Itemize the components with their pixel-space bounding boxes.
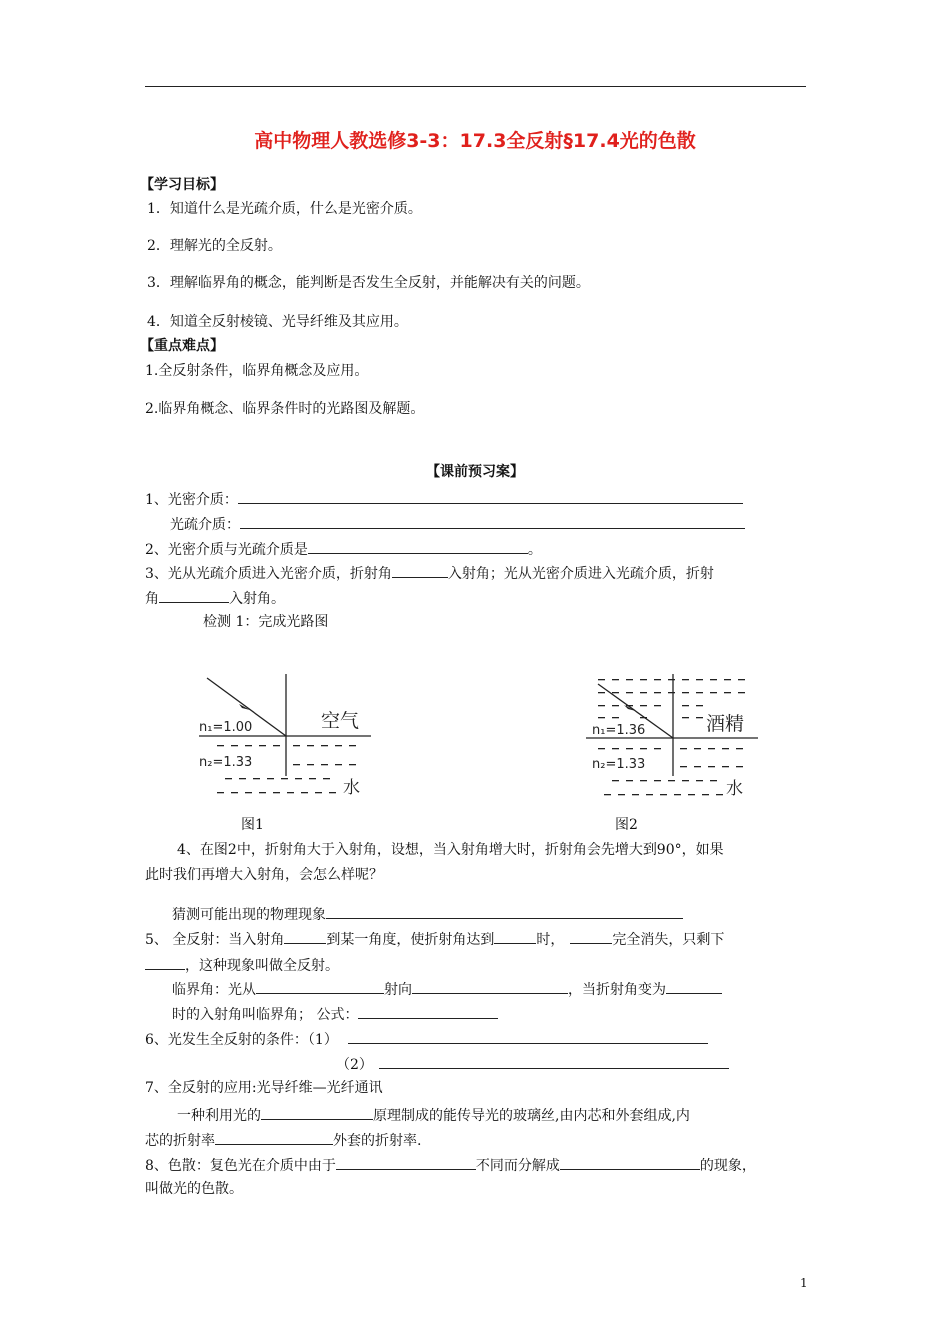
answer-blank[interactable]: [336, 1155, 476, 1170]
header-rule: [145, 86, 806, 87]
critical-angle-line2: [172, 1004, 498, 1024]
q8-text-c: 的现象，: [699, 1158, 756, 1174]
guess-label: 猜测可能出现的物理现象: [172, 907, 326, 923]
answer-blank[interactable]: [240, 514, 745, 529]
fig1-bottom-medium: 水: [343, 778, 360, 798]
answer-blank[interactable]: [570, 929, 612, 944]
q7-line3: [145, 1130, 421, 1150]
objectives-heading: 【学习目标】: [140, 177, 224, 193]
q6-text: 6、光发生全反射的条件：（1）: [145, 1032, 338, 1048]
q7-text-c: 芯的折射率: [145, 1133, 215, 1149]
q3-line1: [145, 563, 714, 583]
answer-blank[interactable]: [494, 929, 536, 944]
crit-text-a: 临界角：光从: [172, 982, 256, 998]
q2-suffix: 。: [527, 542, 542, 558]
q5-text-c: 时，: [536, 932, 565, 948]
q8-line1: [145, 1155, 756, 1175]
answer-blank[interactable]: [215, 1130, 333, 1145]
q3-text-c: 角: [145, 591, 159, 607]
q8-text-b: 不同而分解成: [475, 1158, 560, 1174]
answer-blank[interactable]: [379, 1054, 729, 1069]
q7-line2: [177, 1105, 690, 1125]
q1-sparse-medium: [170, 514, 745, 534]
q1-dense-label: 1、光密介质：: [145, 492, 238, 508]
q4-line2: 此时我们再增大入射角，会怎么样呢？: [145, 867, 383, 883]
q7-line1: 7、全反射的应用:光导纤维—光纤通讯: [145, 1080, 383, 1096]
answer-blank[interactable]: [358, 1004, 498, 1019]
fig1-top-medium: 空气: [321, 710, 360, 732]
fig2-n1: n₁=1.36: [592, 723, 646, 738]
answer-blank[interactable]: [326, 904, 683, 919]
q5-text-d: 完全消失，只剩下: [612, 932, 725, 948]
objective-item: 1．知道什么是光疏介质，什么是光密介质。: [147, 201, 422, 217]
crit-text-c: ，当折射角变为: [568, 982, 666, 998]
q3-line2: [145, 588, 285, 608]
answer-blank[interactable]: [256, 979, 384, 994]
q1-sparse-label: 光疏介质：: [170, 517, 240, 533]
q5-line1: [145, 929, 724, 949]
fig1-n2: n₂=1.33: [199, 755, 253, 770]
answer-blank[interactable]: [560, 1155, 700, 1170]
q6-text-2: （2）: [336, 1057, 373, 1073]
answer-blank[interactable]: [666, 979, 722, 994]
answer-blank[interactable]: [238, 489, 743, 504]
q7-text-b: 原理制成的能传导光的玻璃丝,由内芯和外套组成,内: [373, 1108, 690, 1124]
figure-1-caption: 图1: [241, 817, 264, 833]
q3-text-d: 入射角。: [229, 591, 285, 607]
fig2-n2: n₂=1.33: [592, 757, 646, 772]
crit-text-b: 射向: [384, 982, 412, 998]
answer-blank[interactable]: [145, 955, 185, 970]
figure-1-diagram: [195, 668, 375, 802]
q5-text-e: ，这种现象叫做全反射。: [185, 958, 339, 974]
q6-line2: [336, 1054, 729, 1074]
fig1-n1: n₁=1.00: [199, 720, 253, 735]
keypoint-item: 1.全反射条件，临界角概念及应用。: [145, 363, 369, 379]
guess-line: [172, 904, 683, 924]
answer-blank[interactable]: [261, 1105, 373, 1120]
answer-blank[interactable]: [392, 563, 448, 578]
figure-2-caption: 图2: [615, 817, 638, 833]
q4-line1: 4、在图2中，折射角大于入射角，设想，当入射角增大时，折射角会先增大到90°，如果: [177, 842, 724, 858]
objective-item: 3．理解临界角的概念，能判断是否发生全反射，并能解决有关的问题。: [147, 275, 590, 291]
critical-angle-line1: [172, 979, 722, 999]
page-title: 高中物理人教选修3-3：17.3全反射§17.4光的色散: [254, 130, 696, 152]
q7-text-a: 一种利用光的: [177, 1108, 261, 1124]
page-number: 1: [800, 1276, 808, 1290]
q3-text-a: 3、光从光疏介质进入光密介质，折射角: [145, 566, 392, 582]
keypoint-item: 2.临界角概念、临界条件时的光路图及解题。: [145, 401, 425, 417]
figure-2-diagram: [582, 664, 762, 804]
q2-line: [145, 539, 542, 559]
q3-text-b: 入射角；光从光密介质进入光疏介质，折射: [447, 566, 714, 582]
answer-blank[interactable]: [159, 588, 229, 603]
q8-text-a: 8、色散：复色光在介质中由于: [145, 1158, 336, 1174]
q7-text-d: 外套的折射率.: [333, 1133, 422, 1149]
objective-item: 2．理解光的全反射。: [147, 238, 282, 254]
keypoints-heading: 【重点难点】: [140, 338, 224, 354]
q8-line2: 叫做光的色散。: [145, 1181, 243, 1197]
check-label: 检测 1：完成光路图: [203, 614, 329, 630]
preview-heading: 【课前预习案】: [426, 464, 524, 480]
answer-blank[interactable]: [348, 1029, 708, 1044]
q2-text: 2、光密介质与光疏介质是: [145, 542, 308, 558]
answer-blank[interactable]: [284, 929, 326, 944]
q6-line1: [145, 1029, 708, 1049]
q5-text-a: 5、 全反射：当入射角: [145, 932, 285, 948]
q1-dense-medium: [145, 489, 743, 509]
answer-blank[interactable]: [412, 979, 568, 994]
q5-line2: [145, 955, 339, 975]
fig2-bottom-medium: 水: [726, 779, 743, 799]
crit-text-d: 时的入射角叫临界角； 公式：: [172, 1007, 359, 1023]
answer-blank[interactable]: [308, 539, 528, 554]
fig2-top-medium: 酒精: [706, 713, 745, 735]
q5-text-b: 到某一角度，使折射角达到: [326, 932, 495, 948]
objective-item: 4．知道全反射棱镜、光导纤维及其应用。: [147, 314, 408, 330]
